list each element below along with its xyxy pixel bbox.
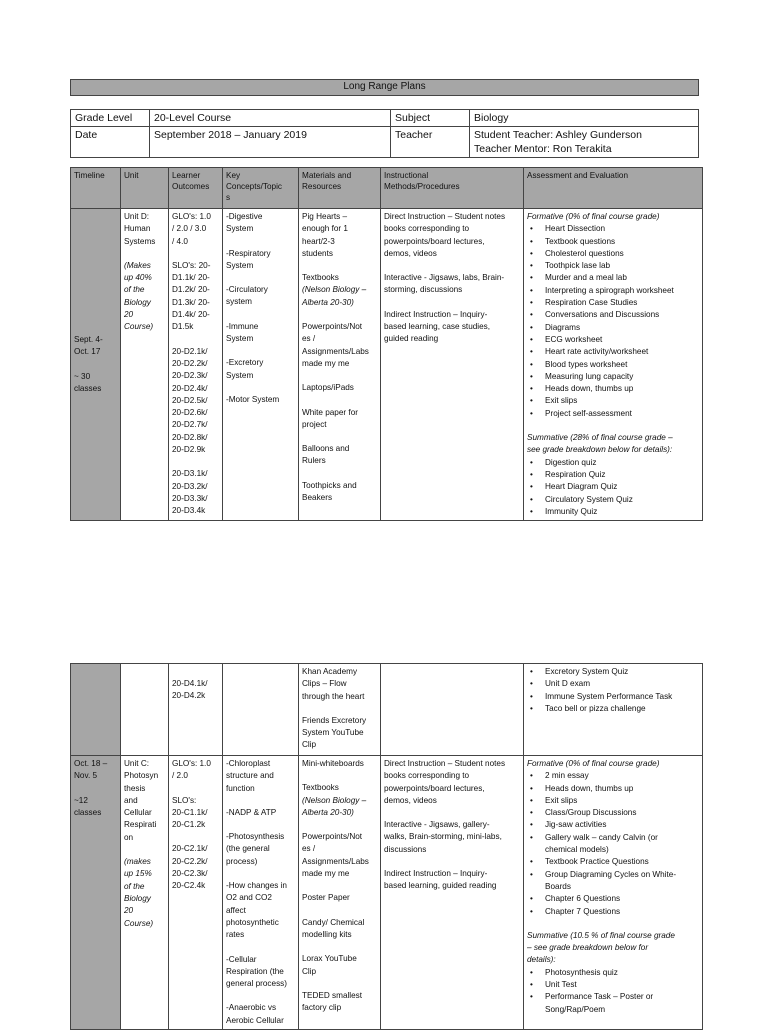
header-instructional: Instructional Methods/Procedures bbox=[381, 168, 524, 209]
text-line: 20-C2.2k/ bbox=[172, 856, 208, 866]
text-line: -Immune bbox=[226, 321, 259, 331]
unit-d-cont-instruction bbox=[381, 664, 524, 756]
text-line: discussions bbox=[384, 844, 427, 854]
text-line: walks, Brain-storming, mini-labs, bbox=[384, 832, 502, 842]
text-line: guided reading bbox=[384, 334, 439, 344]
text-line: classes bbox=[74, 384, 102, 393]
text-line: thesis bbox=[124, 783, 146, 793]
text-line: es / bbox=[302, 334, 316, 344]
unit-d-concepts bbox=[223, 209, 299, 521]
list-item: • Cholesterol questions bbox=[527, 248, 699, 260]
text-line: Aerobic Cellular bbox=[226, 1015, 284, 1025]
text-line: GLO's: 1.0 bbox=[172, 212, 211, 221]
list-item: • Chapter 7 Questions bbox=[527, 906, 699, 918]
text-line: Sept. 4- bbox=[74, 334, 103, 344]
unit-d-assessment bbox=[524, 209, 703, 521]
unit-d-cont-materials bbox=[299, 664, 381, 756]
text-line: Lorax YouTube bbox=[302, 954, 357, 964]
text-line: Toothpicks and bbox=[302, 480, 357, 490]
text-line: Clip bbox=[302, 966, 317, 976]
text-line: SLO's: bbox=[172, 795, 197, 805]
date-value: September 2018 – January 2019 bbox=[150, 127, 391, 158]
text-line: Textbooks bbox=[302, 273, 339, 283]
teacher-mentor: Teacher Mentor: Ron Terakita bbox=[474, 143, 612, 155]
list-item: • 2 min essay bbox=[527, 770, 699, 782]
unit-d-row bbox=[71, 209, 703, 521]
text-line: Assignments/Labs bbox=[302, 856, 369, 866]
unit-d-cont-assessment bbox=[524, 664, 703, 756]
text-line: (Makes bbox=[124, 260, 151, 270]
list-item: • Photosynthesis quiz bbox=[527, 967, 699, 979]
text-line: Alberta 20-30) bbox=[302, 297, 354, 307]
unit-d-unit bbox=[121, 209, 169, 521]
summative-list-cont bbox=[527, 666, 699, 715]
text-line: Indirect Instruction – Inquiry- bbox=[384, 869, 488, 879]
text-line: based learning, case studies, bbox=[384, 322, 491, 332]
text-line: 20-C2.4k bbox=[172, 881, 206, 891]
list-item: • Excretory System Quiz bbox=[527, 666, 699, 678]
text-line: project bbox=[302, 419, 327, 429]
text-line: 20-D3.2k/ bbox=[172, 481, 208, 491]
text-line: 20-D3.3k/ bbox=[172, 493, 208, 503]
text-line: enough for 1 bbox=[302, 224, 348, 234]
date-label: Date bbox=[71, 127, 150, 158]
text-line: -Respiratory bbox=[226, 248, 271, 258]
text-line: System bbox=[226, 334, 254, 344]
text-line: Course) bbox=[124, 918, 154, 928]
text-line: powerpoints/board lectures, bbox=[384, 783, 485, 793]
list-item: • Jig-saw activities bbox=[527, 819, 699, 831]
text-line: Powerpoints/Not bbox=[302, 832, 363, 842]
text-line: Oct. 17 bbox=[74, 347, 101, 357]
text-line: of the bbox=[124, 881, 145, 891]
text-line: 20-D3.1k/ bbox=[172, 469, 208, 479]
list-item: • Project self-assessment bbox=[527, 408, 699, 420]
header-key-concepts: Key Concepts/Topic s bbox=[223, 168, 299, 209]
text-line: books corresponding to bbox=[384, 771, 470, 781]
unit-d-outcomes bbox=[169, 209, 223, 521]
text-line: D1.1k/ 20- bbox=[172, 273, 210, 283]
text-line: Mini-whiteboards bbox=[302, 759, 364, 768]
text-line: -Excretory bbox=[226, 358, 264, 368]
text-line: Biology bbox=[124, 893, 151, 903]
text-line: Cellular bbox=[124, 808, 152, 818]
text-line: D1.2k/ 20- bbox=[172, 285, 210, 295]
text-line: 20-D2.9k bbox=[172, 445, 206, 455]
text-line: students bbox=[302, 248, 333, 258]
text-line: -Anaerobic vs bbox=[226, 1003, 277, 1013]
text-line: -Chloroplast bbox=[226, 759, 271, 768]
text-line: affect bbox=[226, 905, 246, 915]
text-line: 20-C2.3k/ bbox=[172, 869, 208, 879]
list-item: • Textbook Practice Questions bbox=[527, 856, 699, 868]
header-unit: Unit bbox=[121, 168, 169, 209]
text-line: function bbox=[226, 783, 255, 793]
text-line: 20-D2.3k/ bbox=[172, 371, 208, 381]
list-item: • Blood types worksheet bbox=[527, 359, 699, 371]
text-line: storming, discussions bbox=[384, 285, 463, 295]
text-line: System bbox=[226, 224, 254, 234]
subject-value: Biology bbox=[470, 110, 699, 127]
text-line: demos, videos bbox=[384, 795, 437, 805]
text-line: process) bbox=[226, 856, 258, 866]
text-line: photosynthetic bbox=[226, 917, 279, 927]
formative-label-c: Formative (0% of final course grade) bbox=[527, 759, 660, 768]
list-item: • Heart Dissection bbox=[527, 223, 699, 235]
unit-d-instruction bbox=[381, 209, 524, 521]
list-item: • Heart Diagram Quiz bbox=[527, 481, 699, 493]
text-line: (Nelson Biology – bbox=[302, 795, 367, 805]
text-line: White paper for bbox=[302, 407, 358, 417]
text-line: Unit D: bbox=[124, 212, 150, 221]
text-line: -Cellular bbox=[226, 954, 257, 964]
text-line: -NADP & ATP bbox=[226, 807, 277, 817]
text-line: 20-D3.4k bbox=[172, 506, 206, 516]
unit-d-cont-concepts bbox=[223, 664, 299, 756]
text-line: 20-C1.2k bbox=[172, 820, 206, 830]
header-timeline: Timeline bbox=[71, 168, 121, 209]
unit-c-concepts bbox=[223, 756, 299, 1030]
course-info-table bbox=[70, 109, 699, 158]
text-line: 20-D4.2k bbox=[172, 691, 206, 701]
text-line: -Digestive bbox=[226, 212, 263, 221]
list-item: • Class/Group Discussions bbox=[527, 807, 699, 819]
text-line: TEDED smallest bbox=[302, 990, 363, 1000]
text-line: 20-C2.1k/ bbox=[172, 844, 208, 854]
text-line: Poster Paper bbox=[302, 893, 350, 903]
text-line: details): bbox=[527, 955, 556, 965]
page-title: Long Range Plans bbox=[71, 80, 699, 96]
text-line: based learning, guided reading bbox=[384, 881, 497, 891]
plan-table-1 bbox=[70, 167, 703, 521]
text-line: Nov. 5 bbox=[74, 771, 98, 781]
text-line: classes bbox=[74, 808, 102, 818]
text-line: Biology bbox=[124, 297, 151, 307]
unit-d-cont-outcomes bbox=[169, 664, 223, 756]
list-item: • Heads down, thumbs up bbox=[527, 383, 699, 395]
text-line: Respirati bbox=[124, 820, 157, 830]
text-line: factory clip bbox=[302, 1003, 342, 1013]
teacher-value bbox=[470, 127, 699, 158]
list-item: • Unit D exam bbox=[527, 678, 699, 690]
text-line: Candy/ Chemical bbox=[302, 917, 365, 927]
text-line: made my me bbox=[302, 358, 350, 368]
text-line: Clip bbox=[302, 740, 317, 750]
list-item: • Heart rate activity/worksheet bbox=[527, 346, 699, 358]
text-line: Indirect Instruction – Inquiry- bbox=[384, 309, 488, 319]
header-row bbox=[71, 168, 703, 209]
text-line: 20-D4.1k/ bbox=[172, 679, 208, 688]
unit-c-materials bbox=[299, 756, 381, 1030]
text-line: Photosyn bbox=[124, 771, 159, 781]
text-line: structure and bbox=[226, 771, 274, 781]
grade-level-label: Grade Level bbox=[71, 110, 150, 127]
header-learner-outcomes: Learner Outcomes bbox=[169, 168, 223, 209]
text-line: Beakers bbox=[302, 493, 333, 503]
unit-c-unit bbox=[121, 756, 169, 1030]
text-line: 20 bbox=[124, 310, 134, 320]
list-item: • Diagrams bbox=[527, 322, 699, 334]
text-line: Pig Hearts – bbox=[302, 212, 348, 221]
text-line: Unit C: bbox=[124, 759, 150, 768]
text-line: Interactive - Jigsaws, gallery- bbox=[384, 820, 490, 830]
unit-d-cont-timeline bbox=[71, 664, 121, 756]
text-line: GLO's: 1.0 bbox=[172, 759, 211, 768]
text-line: -Circulatory bbox=[226, 285, 268, 295]
text-line: see grade breakdown below for details): bbox=[527, 445, 673, 455]
unit-d-cont-unit bbox=[121, 664, 169, 756]
text-line: 20-D2.2k/ bbox=[172, 358, 208, 368]
text-line: Laptops/iPads bbox=[302, 383, 354, 393]
text-line: Respiration (the bbox=[226, 966, 284, 976]
unit-c-timeline bbox=[71, 756, 121, 1030]
text-line: through the heart bbox=[302, 691, 365, 701]
text-line: general process) bbox=[226, 979, 287, 989]
text-line: 20-C1.1k/ bbox=[172, 807, 208, 817]
list-item: • Respiration Quiz bbox=[527, 469, 699, 481]
list-item: • Circulatory System Quiz bbox=[527, 494, 699, 506]
formative-list-c bbox=[527, 770, 699, 918]
text-line: made my me bbox=[302, 869, 350, 879]
text-line: Alberta 20-30) bbox=[302, 807, 354, 817]
text-line: Friends Excretory bbox=[302, 715, 367, 725]
list-item: • Exit slips bbox=[527, 795, 699, 807]
list-item: • Murder and a meal lab bbox=[527, 272, 699, 284]
text-line: Khan Academy bbox=[302, 667, 358, 676]
list-item: • Textbook questions bbox=[527, 236, 699, 248]
text-line: / 2.0 / 3.0 bbox=[172, 224, 207, 234]
unit-d-cont-row bbox=[71, 664, 703, 756]
text-line: ~12 bbox=[74, 795, 88, 805]
text-line: 20-D2.1k/ bbox=[172, 346, 208, 356]
text-line: rates bbox=[226, 930, 245, 940]
unit-c-assessment bbox=[524, 756, 703, 1030]
list-item: • Measuring lung capacity bbox=[527, 371, 699, 383]
text-line: of the bbox=[124, 285, 145, 295]
text-line: Systems bbox=[124, 236, 156, 246]
text-line: 20-D2.8k/ bbox=[172, 432, 208, 442]
text-line: 20-D2.6k/ bbox=[172, 408, 208, 418]
summative-list-c bbox=[527, 967, 699, 1016]
text-line: on bbox=[124, 832, 134, 842]
text-line: -Motor System bbox=[226, 394, 280, 404]
text-line bbox=[74, 783, 117, 795]
text-line: D1.3k/ 20- bbox=[172, 297, 210, 307]
list-item: • Gallery walk – candy Calvin (or chemical models) bbox=[527, 832, 699, 857]
text-line: Oct. 18 – bbox=[74, 759, 108, 768]
text-line: D1.4k/ 20- bbox=[172, 310, 210, 320]
list-item: • Immune System Performance Task bbox=[527, 691, 699, 703]
text-line: 20-D2.5k/ bbox=[172, 395, 208, 405]
list-item: • Group Diagraming Cycles on White- Boards bbox=[527, 869, 699, 894]
text-line: Balloons and bbox=[302, 444, 350, 454]
text-line: modelling kits bbox=[302, 929, 352, 939]
text-line bbox=[74, 358, 117, 370]
text-line: O2 and CO2 bbox=[226, 893, 272, 903]
plan-table-2 bbox=[70, 663, 703, 1030]
text-line: / 2.0 bbox=[172, 771, 188, 781]
text-line: powerpoints/board lectures, bbox=[384, 236, 485, 246]
text-line: D1.5k bbox=[172, 322, 194, 332]
list-item: • Exit slips bbox=[527, 395, 699, 407]
unit-d-materials bbox=[299, 209, 381, 521]
list-item: • Toothpick lase lab bbox=[527, 260, 699, 272]
text-line: Clips – Flow bbox=[302, 679, 347, 689]
text-line: -Photosynthesis bbox=[226, 832, 285, 842]
formative-label: Formative (0% of final course grade) bbox=[527, 212, 660, 221]
text-line: demos, videos bbox=[384, 248, 437, 258]
unit-c-row bbox=[71, 756, 703, 1030]
teacher-label: Teacher bbox=[391, 127, 470, 158]
text-line: 20-D2.4k/ bbox=[172, 383, 208, 393]
summative-list bbox=[527, 457, 699, 518]
grade-level-value: 20-Level Course bbox=[150, 110, 391, 127]
unit-c-outcomes bbox=[169, 756, 223, 1030]
text-line: and bbox=[124, 795, 138, 805]
formative-list bbox=[527, 223, 699, 420]
text-line: Powerpoints/Not bbox=[302, 322, 363, 332]
text-line: up 15% bbox=[124, 869, 152, 879]
list-item: • Immunity Quiz bbox=[527, 506, 699, 518]
list-item: • Performance Task – Poster or Song/Rap/Poem bbox=[527, 991, 699, 1016]
text-line: (Nelson Biology – bbox=[302, 285, 367, 295]
text-line: Assignments/Labs bbox=[302, 346, 369, 356]
text-line: Interactive - Jigsaws, labs, Brain- bbox=[384, 273, 505, 283]
text-line: / 4.0 bbox=[172, 236, 188, 246]
text-line: up 40% bbox=[124, 273, 152, 283]
text-line: system bbox=[226, 297, 252, 307]
header-materials: Materials and Resources bbox=[299, 168, 381, 209]
text-line: -How changes in bbox=[226, 881, 287, 891]
title-bar bbox=[70, 79, 699, 96]
list-item: • Digestion quiz bbox=[527, 457, 699, 469]
header-assessment: Assessment and Evaluation bbox=[524, 168, 703, 209]
subject-label: Subject bbox=[391, 110, 470, 127]
text-line: Summative (28% of final course grade – bbox=[527, 433, 673, 443]
list-item: • ECG worksheet bbox=[527, 334, 699, 346]
list-item: • Chapter 6 Questions bbox=[527, 893, 699, 905]
list-item: • Respiration Case Studies bbox=[527, 297, 699, 309]
list-item: • Heads down, thumbs up bbox=[527, 783, 699, 795]
text-line: Summative (10.5 % of final course grade bbox=[527, 930, 675, 940]
text-line: – see grade breakdown below for bbox=[527, 943, 649, 953]
text-line: Course) bbox=[124, 322, 154, 332]
text-line: Direct Instruction – Student notes bbox=[384, 759, 506, 768]
unit-d-timeline bbox=[71, 209, 121, 521]
list-item: • Interpreting a spirograph worksheet bbox=[527, 285, 699, 297]
list-item: • Unit Test bbox=[527, 979, 699, 991]
text-line: Direct Instruction – Student notes bbox=[384, 212, 506, 221]
list-item: • Taco bell or pizza challenge bbox=[527, 703, 699, 715]
text-line: books corresponding to bbox=[384, 224, 470, 234]
text-line: Rulers bbox=[302, 456, 326, 466]
text-line: (the general bbox=[226, 844, 270, 854]
student-teacher: Student Teacher: Ashley Gunderson bbox=[474, 129, 642, 141]
text-line: 20 bbox=[124, 906, 134, 916]
text-line: (makes bbox=[124, 857, 151, 867]
text-line: 20-D2.7k/ bbox=[172, 420, 208, 430]
unit-c-instruction bbox=[381, 756, 524, 1030]
text-line: Human bbox=[124, 224, 151, 234]
text-line: heart/2-3 bbox=[302, 236, 335, 246]
text-line: System YouTube bbox=[302, 728, 364, 738]
text-line: es / bbox=[302, 844, 316, 854]
list-item: • Conversations and Discussions bbox=[527, 309, 699, 321]
text-line: ~ 30 bbox=[74, 371, 91, 381]
text-line: System bbox=[226, 260, 254, 270]
text-line: Textbooks bbox=[302, 783, 339, 793]
text-line: System bbox=[226, 370, 254, 380]
text-line: SLO's: 20- bbox=[172, 260, 211, 270]
